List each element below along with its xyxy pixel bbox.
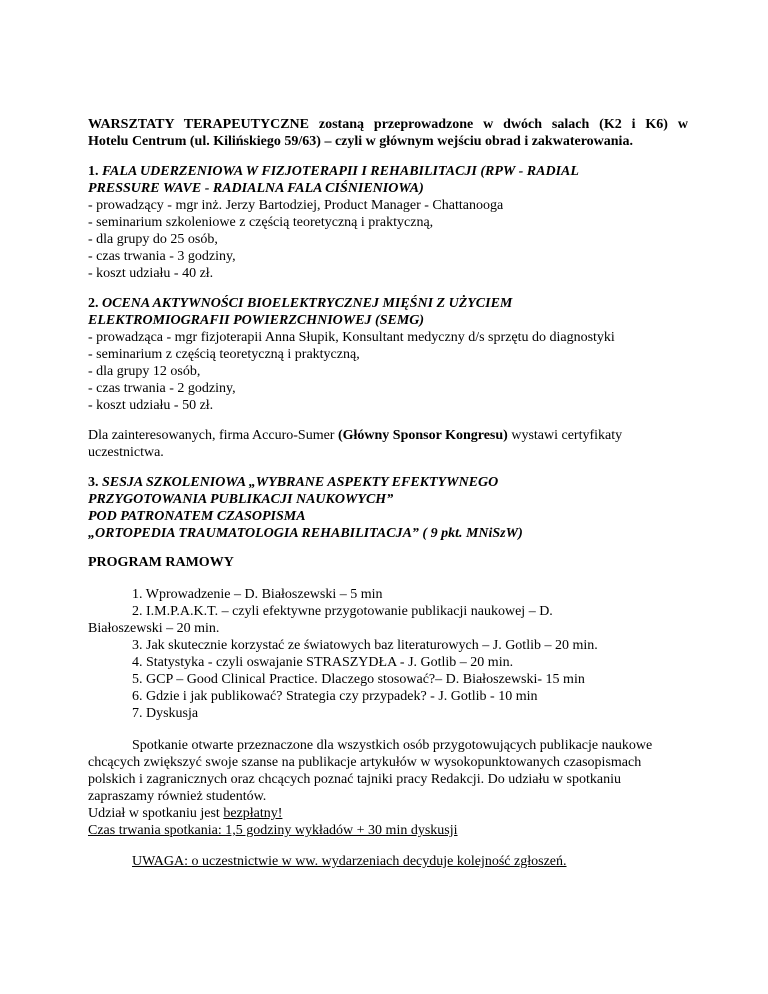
program-heading: PROGRAM RAMOWY: [88, 555, 234, 570]
program-list: [88, 586, 702, 722]
detail-line: - czas trwania - 3 godziny,: [88, 249, 236, 264]
program-item: 1. Wprowadzenie – D. Białoszewski – 5 min: [132, 587, 383, 602]
intro-line-2: Hotelu Centrum (ul. Kilińskiego 59/63) – czyli w głównym wejściu obrad i zakwaterowania.: [88, 134, 633, 149]
intro-paragraph: [88, 116, 688, 150]
detail-line: - seminarium szkoleniowe z częścią teoretyczną i praktyczną,: [88, 215, 434, 230]
note-text: Dla zainteresowanych, firma Accuro-Sumer: [88, 428, 338, 443]
program-item: 6. Gdzie i jak publikować? Strategia czy przypadek? - J. Gotlib - 10 min: [132, 689, 538, 704]
section-3-title-line-4: „ORTOPEDIA TRAUMATOLOGIA REHABILITACJA” ( 9 pkt. MNiSzW): [88, 526, 523, 541]
warning-line: UWAGA: o uczestnictwie w ww. wydarzeniach decyduje kolejność zgłoszeń.: [132, 854, 567, 869]
section-1-title-line-1: FALA UDERZENIOWA W FIZJOTERAPII I REHABILITACJI (RPW - RADIAL: [102, 164, 579, 179]
section-1-number: 1.: [88, 164, 99, 179]
section-2: [88, 295, 688, 414]
section-2-number: 2.: [88, 296, 99, 311]
duration-line: Czas trwania spotkania: 1,5 godziny wykładów + 30 min dyskusji: [88, 823, 458, 838]
intro-line-1: WARSZTATY TERAPEUTYCZNE zostaną przeprowadzone w dwóch salach (K2 i K6) w: [88, 117, 688, 132]
detail-line: - koszt udziału - 50 zł.: [88, 398, 214, 413]
detail-line: - prowadząca - mgr fizjoterapii Anna Słupik, Konsultant medyczny d/s sprzętu do diagnostyki: [88, 330, 615, 345]
program-item: 5. GCP – Good Clinical Practice. Dlaczego stosować?– D. Białoszewski- 15 min: [132, 672, 585, 687]
section-2-heading: [88, 295, 688, 329]
detail-line: - dla grupy do 25 osób,: [88, 232, 218, 247]
detail-line: - czas trwania - 2 godziny,: [88, 381, 236, 396]
detail-line: - dla grupy 12 osób,: [88, 364, 201, 379]
section-1-details: [88, 197, 688, 282]
free-word: bezpłatny!: [223, 806, 283, 821]
program-item: 4. Statystyka - czyli oswajanie STRASZYDŁA - J. Gotlib – 20 min.: [132, 655, 514, 670]
section-3-number: 3.: [88, 475, 99, 490]
program-item: 3. Jak skutecznie korzystać ze światowych baz literaturowych – J. Gotlib – 20 min.: [132, 638, 598, 653]
section-2-title-line-1: OCENA AKTYWNOŚCI BIOELEKTRYCZNEJ MIĘŚNI Z UŻYCIEM: [102, 296, 513, 311]
program-item: 7. Dyskusja: [132, 706, 199, 721]
section-3-title-line-2: PRZYGOTOWANIA PUBLIKACJI NAUKOWYCH”: [88, 492, 394, 507]
program-item: 2. I.M.P.A.K.T. – czyli efektywne przygotowanie publikacji naukowej – D.: [132, 604, 553, 619]
detail-line: - seminarium z częścią teoretyczną i praktyczną,: [88, 347, 360, 362]
program-item-continuation: Białoszewski – 20 min.: [88, 621, 220, 636]
note-text-end: wystawi certyfikaty: [507, 428, 623, 443]
detail-line: - prowadzący - mgr inż. Jerzy Bartodziej, Product Manager - Chattanooga: [88, 198, 504, 213]
free-participation: [88, 805, 688, 822]
section-3-title-line-1: SESJA SZKOLENIOWA „WYBRANE ASPEKTY EFEKTYWNEGO: [102, 475, 499, 490]
section-1-heading: [88, 163, 688, 197]
certificate-note: [88, 427, 688, 461]
document-page: [88, 112, 688, 870]
section-2-details: [88, 329, 688, 414]
section-2-title-line-2: ELEKTROMIOGRAFII POWIERZCHNIOWEJ (SEMG): [88, 313, 425, 328]
free-text: Udział w spotkaniu jest: [88, 806, 224, 821]
section-1: [88, 163, 688, 282]
section-3-heading: [88, 474, 688, 542]
section-1-title-line-2: PRESSURE WAVE - RADIALNA FALA CIŚNIENIOWA): [88, 181, 424, 196]
note-sponsor: (Główny Sponsor Kongresu): [337, 428, 508, 443]
section-3-title-line-3: POD PATRONATEM CZASOPISMA: [88, 509, 306, 524]
detail-line: - koszt udziału - 40 zł.: [88, 266, 214, 281]
closing-paragraph: Spotkanie otwarte przeznaczone dla wszystkich osób przygotowujących publikacje naukowe chcących zwiększyć swoje szanse na publikacje artykułów w wysokopunktowanych czasopismach polskich i zagranicznych oraz chcących poznać tajniki pracy Redakcji. Do udziału w spotkaniu zapraszamy również studentów.: [88, 738, 653, 804]
note-line-2: uczestnictwa.: [88, 445, 164, 460]
